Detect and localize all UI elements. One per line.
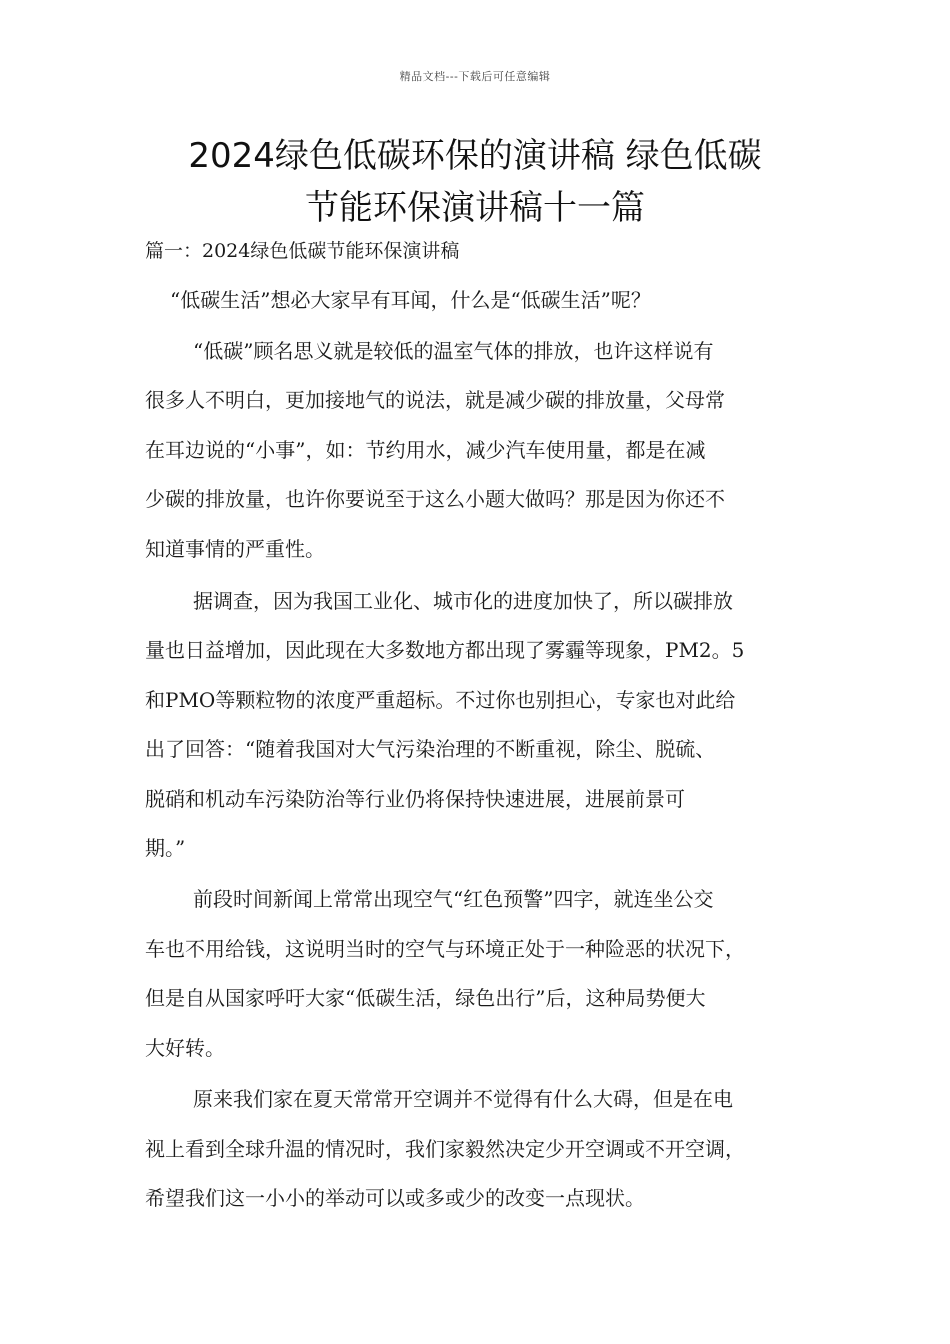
paragraph-line: 视上看到全球升温的情况时，我们家毅然决定少开空调或不开空调， [145, 1137, 745, 1161]
header-note: 精品文档---下载后可任意编辑 [399, 70, 551, 83]
paragraph-line: 但是自从国家呼吁大家“低碳生活，绿色出行”后，这种局势便大 [145, 986, 706, 1010]
paragraph-line: 脱硝和机动车污染防治等行业仍将保持快速进展，进展前景可 [145, 787, 685, 811]
paragraph-line: 据调查，因为我国工业化、城市化的进度加快了，所以碳排放 [193, 589, 733, 613]
paragraph-line: “低碳”顾名思义就是较低的温室气体的排放，也许这样说有 [193, 339, 714, 363]
paragraph-line: 很多人不明白，更加接地气的说法，就是减少碳的排放量，父母常 [145, 388, 725, 412]
paragraph-line: 原来我们家在夏天常常开空调并不觉得有什么大碍，但是在电 [193, 1087, 733, 1111]
document-title [120, 130, 830, 234]
paragraph-line: 大好转。 [145, 1036, 225, 1060]
paragraph-line: “低碳生活”想必大家早有耳闻，什么是“低碳生活”呢？ [170, 288, 651, 312]
paragraph-line: 期。” [145, 836, 186, 860]
paragraph-line: 量也日益增加，因此现在大多数地方都出现了雾霾等现象，PM2。5 [145, 638, 745, 662]
paragraph-line: 在耳边说的“小事”，如：节约用水，减少汽车使用量，都是在减 [145, 438, 706, 462]
paragraph-line: 和PMO等颗粒物的浓度严重超标。不过你也别担心，专家也对此给 [145, 688, 736, 712]
paragraph-line: 出了回答：“随着我国对大气污染治理的不断重视，除尘、脱硫、 [145, 737, 716, 761]
paragraph-line: 前段时间新闻上常常出现空气“红色预警”四字，就连坐公交 [193, 887, 714, 911]
title-line-2: 节能环保演讲稿十一篇 [305, 188, 645, 228]
paragraph-line: 车也不用给钱，这说明当时的空气与环境正处于一种险恶的状况下， [145, 937, 745, 961]
section-heading: 篇一：2024绿色低碳节能环保演讲稿 [145, 240, 460, 262]
paragraph-line: 知道事情的严重性。 [145, 537, 325, 561]
paragraph-line: 少碳的排放量，也许你要说至于这么小题大做吗？那是因为你还不 [145, 487, 725, 511]
title-line-1: 2024绿色低碳环保的演讲稿 绿色低碳 [188, 136, 762, 176]
paragraph-line: 希望我们这一小小的举动可以或多或少的改变一点现状。 [145, 1186, 645, 1210]
